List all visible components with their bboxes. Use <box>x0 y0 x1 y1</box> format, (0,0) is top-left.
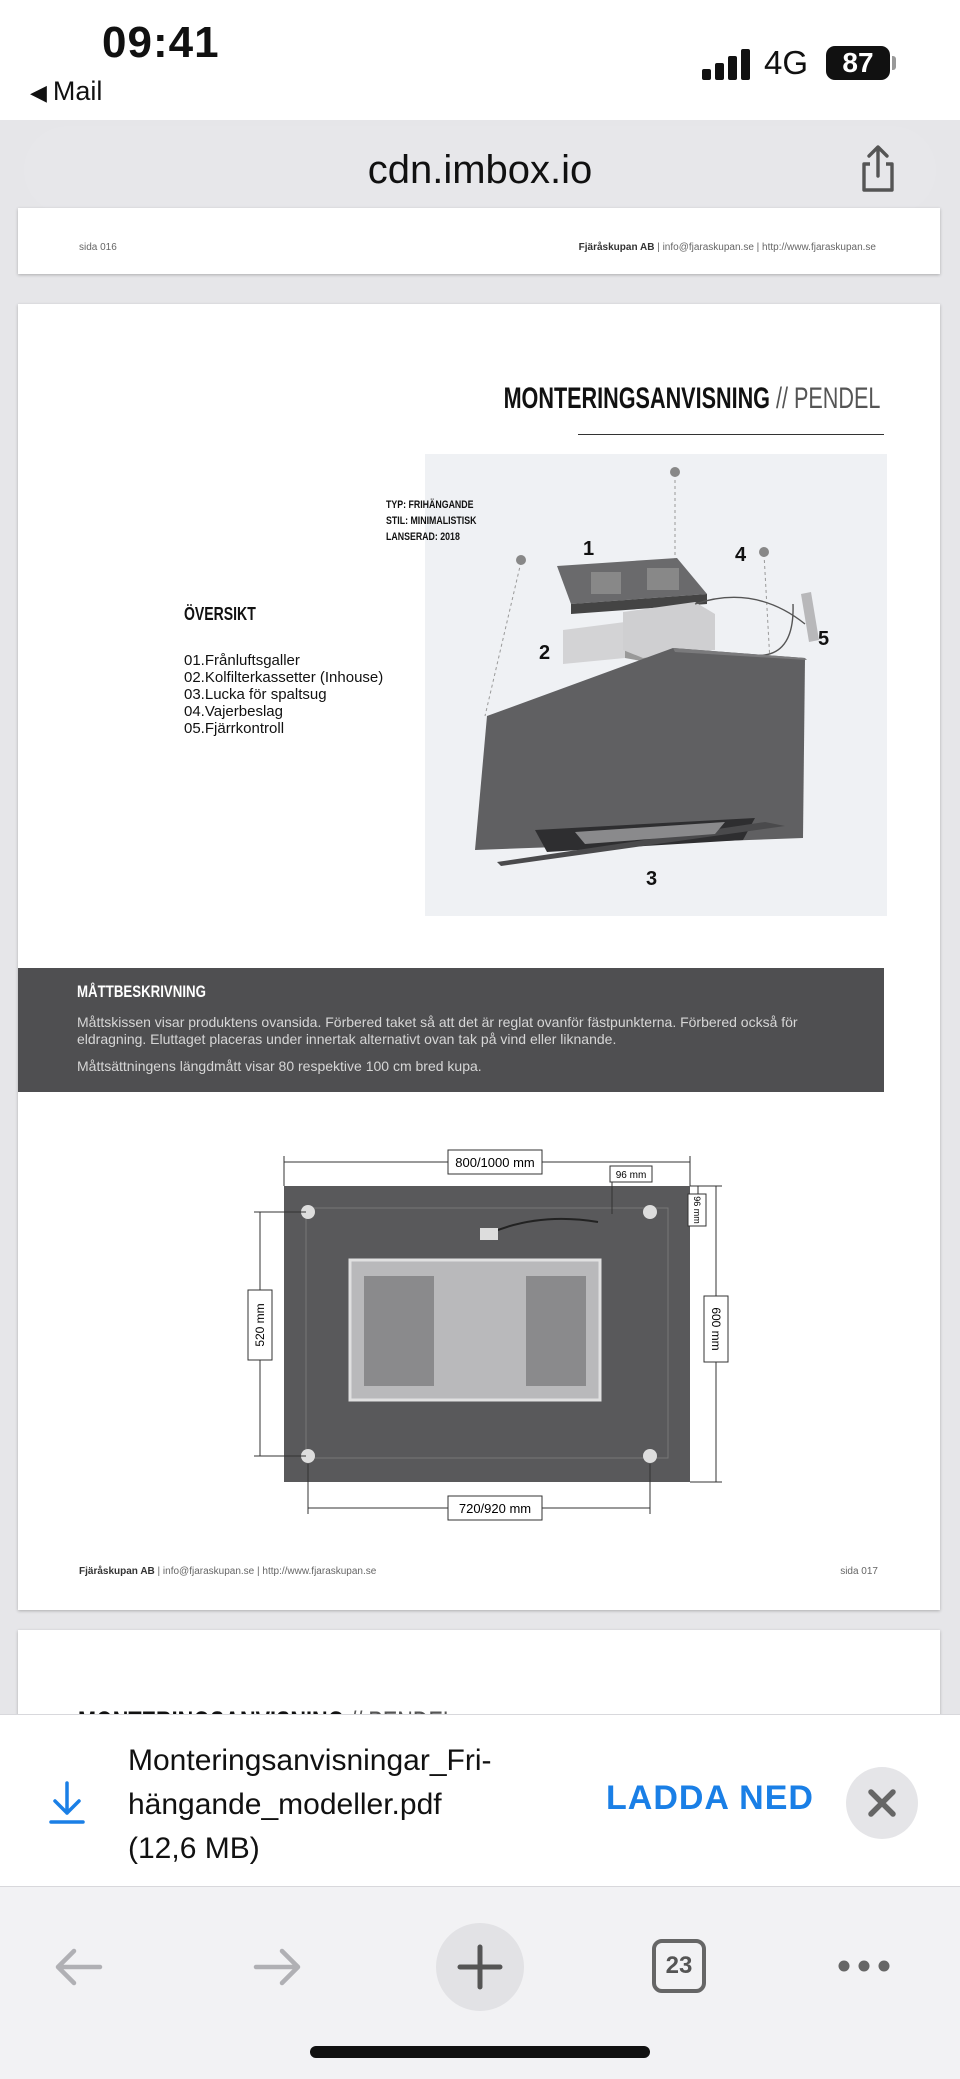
page-title-main: MONTERINGSANVISNING <box>503 382 770 415</box>
meta-launched: LANSERAD: 2018 <box>386 531 460 543</box>
meta-type: TYP: FRIHÄNGANDE <box>386 499 474 511</box>
download-arrow-icon <box>48 1781 86 1825</box>
url-text: cdn.imbox.io <box>367 148 593 192</box>
footer-contact: | info@fjaraskupan.se | http://www.fjaraskupan.se <box>157 1566 377 1577</box>
dim-top-label: 800/1000 mm <box>455 1155 535 1170</box>
dim-right-label: 600 mm <box>709 1307 723 1351</box>
battery-tip <box>892 56 896 70</box>
home-indicator <box>310 2046 650 2058</box>
dimension-drawing <box>178 1104 758 1534</box>
download-filename-line1: Monteringsanvisningar_Fri- <box>128 1744 492 1777</box>
plus-icon <box>436 1923 524 2011</box>
download-file-info <box>128 1739 568 1871</box>
overview-item: 05.Fjärrkontroll <box>184 720 285 737</box>
prev-page-footer <box>579 242 876 253</box>
page-footer <box>79 1566 376 1577</box>
overview-title: ÖVERSIKT <box>184 604 256 624</box>
footer-company: Fjäråskupan AB <box>79 1566 155 1577</box>
page-title <box>503 382 880 416</box>
pdf-page-current <box>18 304 940 1610</box>
pdf-viewer[interactable] <box>0 238 960 1714</box>
overview-item: 01.Frånluftsgaller <box>184 652 300 669</box>
callout-3: 3 <box>646 868 658 890</box>
network-type: 4G <box>764 44 809 81</box>
prev-footer-company: Fjäråskupan AB <box>578 242 655 253</box>
title-rule <box>578 434 884 435</box>
back-label: Mail <box>52 76 103 106</box>
page-title-sub: // PENDEL <box>775 382 880 415</box>
overview-item: 04.Vajerbeslag <box>184 703 283 720</box>
dim-small-v-label: 96 mm <box>692 1196 702 1224</box>
hood-exploded-drawing <box>425 454 887 916</box>
status-time: 09:41 <box>102 18 220 67</box>
page-number: sida 017 <box>840 1566 878 1577</box>
dim-bottom-label: 720/920 mm <box>458 1501 532 1516</box>
prev-footer-contact: | info@fjaraskupan.se | http://www.fjaraskupan.se <box>657 242 876 253</box>
back-to-mail-button[interactable] <box>30 76 102 107</box>
overview-item: 03.Lucka för spaltsug <box>184 686 327 703</box>
overview-list <box>184 652 383 737</box>
cellular-signal-icon <box>702 48 750 80</box>
dimension-section-note: Måttsättningens längdmått visar 80 respektive 100 cm bred kupa. <box>77 1058 482 1074</box>
back-arrow-icon[interactable] <box>48 1937 108 1997</box>
prev-page-number: sida 016 <box>79 242 117 253</box>
close-download-button[interactable] <box>846 1767 918 1839</box>
dim-left-label: 520 mm <box>253 1303 267 1347</box>
new-tab-button[interactable] <box>436 1923 524 2011</box>
callout-2: 2 <box>539 642 551 664</box>
dimension-section-band <box>18 968 884 1092</box>
callout-1: 1 <box>583 538 595 560</box>
tabs-button[interactable]: 23 <box>652 1939 706 1993</box>
callout-4: 4 <box>735 544 747 566</box>
download-filename-line2: hängande_modeller.pdf <box>128 1788 442 1821</box>
product-meta <box>386 497 476 545</box>
download-filesize: (12,6 MB) <box>128 1832 260 1865</box>
download-button[interactable]: LADDA NED <box>606 1779 814 1817</box>
dimension-section-title: MÅTTBESKRIVNING <box>77 982 206 1001</box>
pdf-page-prev <box>18 208 940 274</box>
close-icon <box>846 1767 918 1839</box>
share-icon[interactable] <box>850 142 906 198</box>
status-bar <box>0 0 960 120</box>
meta-style: STIL: MINIMALISTISK <box>386 515 477 527</box>
dimension-section-text: Måttskissen visar produktens ovansida. Förbered taket så att det är reglat ovanför fästpunkterna. Förbered också för eldragning. Eluttaget placeras under innertak alternativt ovan tak på vind eller liknande. <box>77 1014 798 1047</box>
more-options-icon[interactable] <box>834 1951 894 1981</box>
callout-5: 5 <box>818 628 830 650</box>
address-bar[interactable] <box>24 126 936 214</box>
battery-icon: 87 <box>826 46 890 80</box>
forward-arrow-icon[interactable] <box>248 1937 308 1997</box>
dim-small-h-label: 96 mm <box>615 1170 647 1181</box>
overview-item: 02.Kolfilterkassetter (Inhouse) <box>184 669 384 686</box>
download-banner <box>0 1714 960 1887</box>
back-triangle-icon: ◀ <box>30 80 47 105</box>
product-illustration <box>425 454 887 916</box>
